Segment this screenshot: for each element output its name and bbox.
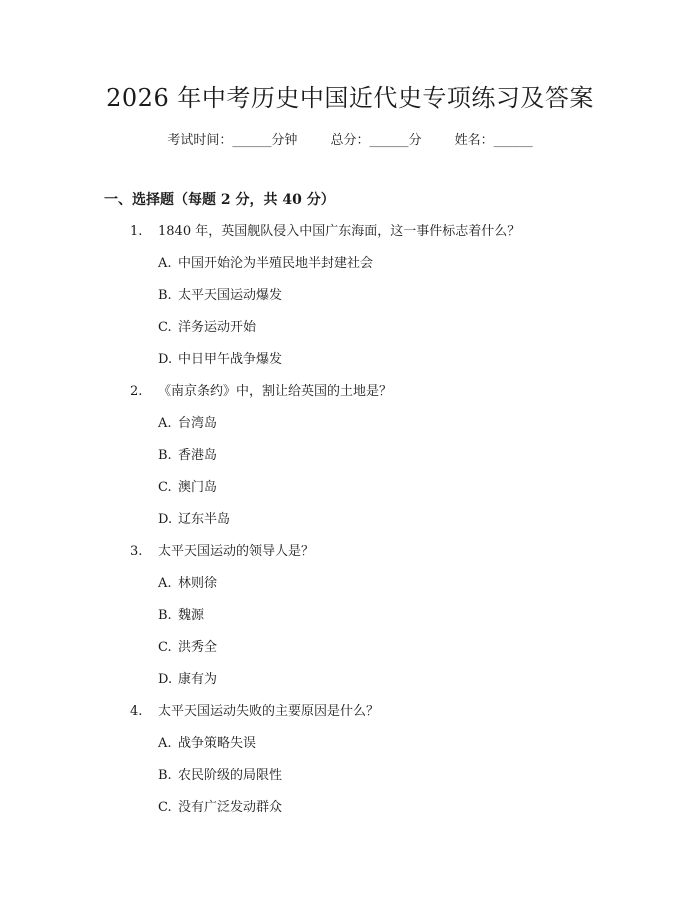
score-label: 总分： (330, 133, 370, 148)
option-letter: B. (158, 288, 172, 303)
option-text: 澳门岛 (178, 480, 218, 495)
option-4c (158, 798, 282, 818)
option-text: 太平天国运动爆发 (178, 288, 283, 303)
option-letter: A. (158, 256, 172, 271)
time-blank: ______ (232, 133, 272, 148)
option-text: 中国开始沦为半殖民地半封建社会 (178, 256, 374, 271)
option-letter: B. (158, 768, 172, 783)
option-letter: B. (158, 608, 172, 623)
option-text: 台湾岛 (178, 416, 218, 431)
exam-info-line (0, 131, 700, 151)
score-blank: ______ (369, 133, 409, 148)
question-text: 《南京条约》中，割让给英国的土地是？ (158, 384, 393, 399)
option-letter: C. (158, 640, 172, 655)
option-text: 香港岛 (178, 448, 218, 463)
option-text: 康有为 (178, 672, 218, 687)
option-text: 中日甲午战争爆发 (178, 352, 283, 367)
option-3a (158, 574, 217, 594)
option-letter: D. (158, 512, 173, 527)
option-text: 没有广泛发动群众 (178, 800, 283, 815)
document-title: 2026 年中考历史中国近代史专项练习及答案 (106, 84, 594, 112)
option-3b (158, 606, 204, 626)
time-label: 考试时间： (167, 133, 233, 148)
question-text: 太平天国运动失败的主要原因是什么？ (158, 704, 380, 719)
option-text: 战争策略失误 (178, 736, 257, 751)
question-number: 2. (130, 384, 143, 399)
question-1 (130, 222, 520, 242)
option-text: 魏源 (178, 608, 205, 623)
option-text: 洪秀全 (178, 640, 218, 655)
option-2d (158, 510, 230, 530)
name-blank: ______ (493, 133, 533, 148)
option-letter: C. (158, 480, 172, 495)
option-2b (158, 446, 217, 466)
option-1b (158, 286, 282, 306)
option-1a (158, 254, 373, 274)
option-letter: C. (158, 800, 172, 815)
question-3 (130, 542, 314, 562)
option-letter: A. (158, 576, 172, 591)
option-letter: D. (158, 672, 173, 687)
question-4 (130, 702, 379, 722)
option-2c (158, 478, 217, 498)
option-1d (158, 350, 282, 370)
option-2a (158, 414, 217, 434)
option-text: 林则徐 (178, 576, 218, 591)
option-3c (158, 638, 217, 658)
score-unit: 分 (408, 133, 422, 148)
option-text: 辽东半岛 (178, 512, 231, 527)
option-text: 农民阶级的局限性 (178, 768, 283, 783)
option-letter: A. (158, 736, 172, 751)
question-number: 1. (130, 224, 143, 239)
option-4a (158, 734, 256, 754)
option-letter: D. (158, 352, 173, 367)
option-4b (158, 766, 282, 786)
question-text: 1840 年，英国舰队侵入中国广东海面，这一事件标志着什么？ (158, 224, 521, 239)
question-text: 太平天国运动的领导人是？ (158, 544, 315, 559)
question-number: 4. (130, 704, 143, 719)
option-letter: A. (158, 416, 172, 431)
option-letter: C. (158, 320, 172, 335)
option-letter: B. (158, 448, 172, 463)
option-text: 洋务运动开始 (178, 320, 257, 335)
question-number: 3. (130, 544, 143, 559)
question-2 (130, 382, 392, 402)
option-3d (158, 670, 217, 690)
time-unit: 分钟 (271, 133, 298, 148)
section-heading: 一、选择题（每题 2 分，共 40 分） (104, 192, 335, 208)
option-1c (158, 318, 256, 338)
name-label: 姓名： (454, 133, 494, 148)
